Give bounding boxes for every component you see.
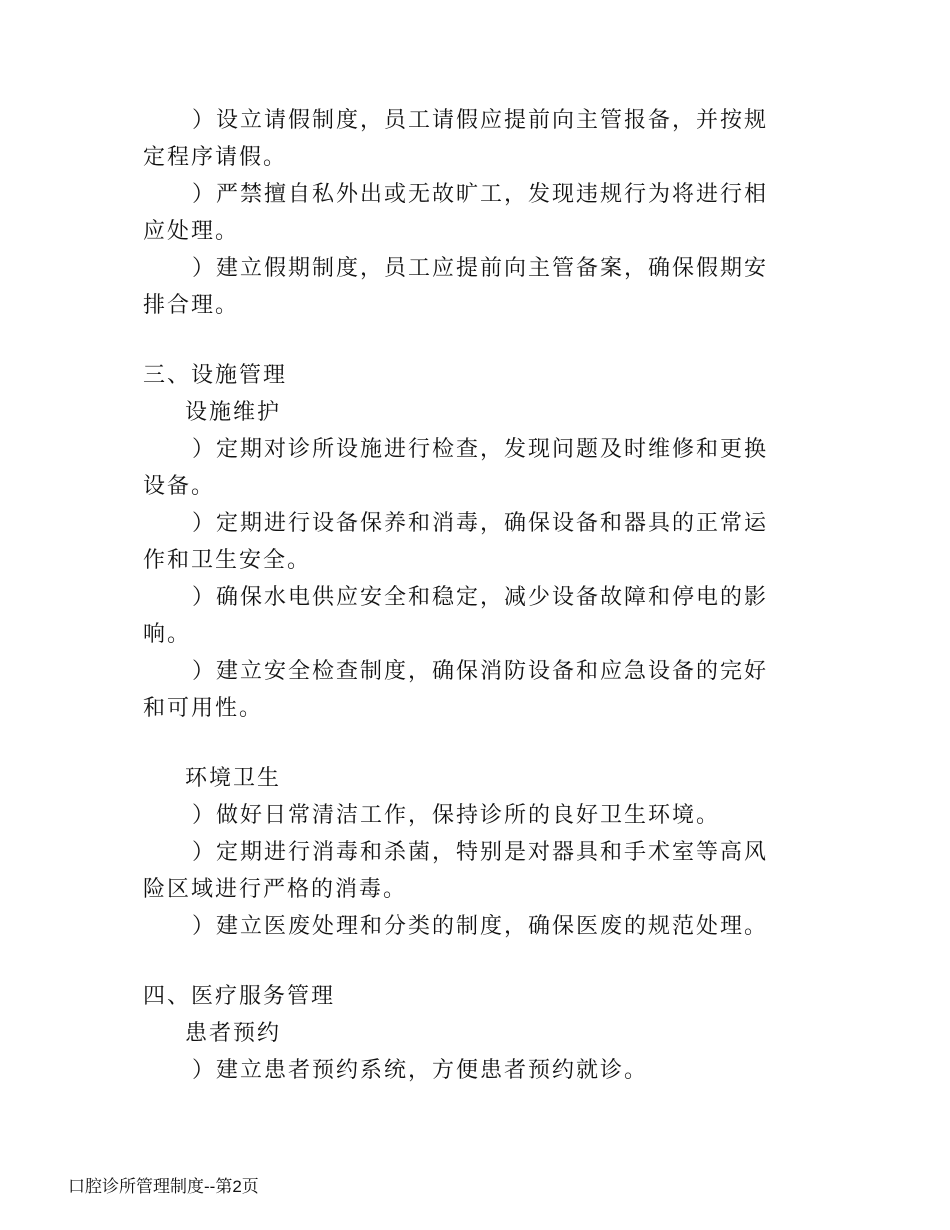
page-footer: 口腔诊所管理制度--第2页: [68, 1177, 259, 1196]
paragraph-line: ）定期进行消毒和杀菌，特别是对器具和手术室等高风: [192, 840, 769, 865]
paragraph-line: 响。: [143, 622, 192, 647]
paragraph-line: ）建立患者预约系统，方便患者预约就诊。: [192, 1058, 649, 1083]
paragraph-line: 作和卫生安全。: [143, 548, 312, 573]
paragraph-line: 排合理。: [143, 293, 240, 318]
section-heading: 三、设施管理: [143, 363, 288, 388]
subsection-heading: 环境卫生: [185, 766, 282, 791]
paragraph-line: 应处理。: [143, 219, 240, 244]
subsection-heading: 患者预约: [185, 1021, 282, 1046]
paragraph-line: ）定期进行设备保养和消毒，确保设备和器具的正常运: [192, 511, 769, 536]
paragraph-line: 险区域进行严格的消毒。: [143, 877, 408, 902]
paragraph-line: 设备。: [143, 474, 216, 499]
paragraph-line: ）严禁擅自私外出或无故旷工，发现违规行为将进行相: [192, 182, 769, 207]
paragraph-line: ）设立请假制度，员工请假应提前向主管报备，并按规: [192, 108, 769, 133]
paragraph-line: 和可用性。: [143, 696, 264, 721]
subsection-heading: 设施维护: [185, 400, 282, 425]
paragraph-line: ）建立假期制度，员工应提前向主管备案，确保假期安: [192, 256, 769, 281]
paragraph-line: ）确保水电供应安全和稳定，减少设备故障和停电的影: [192, 585, 769, 610]
paragraph-line: ）做好日常清洁工作，保持诊所的良好卫生环境。: [192, 803, 721, 828]
section-heading: 四、医疗服务管理: [143, 984, 336, 1009]
paragraph-line: ）建立医废处理和分类的制度，确保医废的规范处理。: [192, 914, 769, 939]
paragraph-line: 定程序请假。: [143, 145, 288, 170]
paragraph-line: ）建立安全检查制度，确保消防设备和应急设备的完好: [192, 659, 769, 684]
paragraph-line: ）定期对诊所设施进行检查，发现问题及时维修和更换: [192, 437, 769, 462]
